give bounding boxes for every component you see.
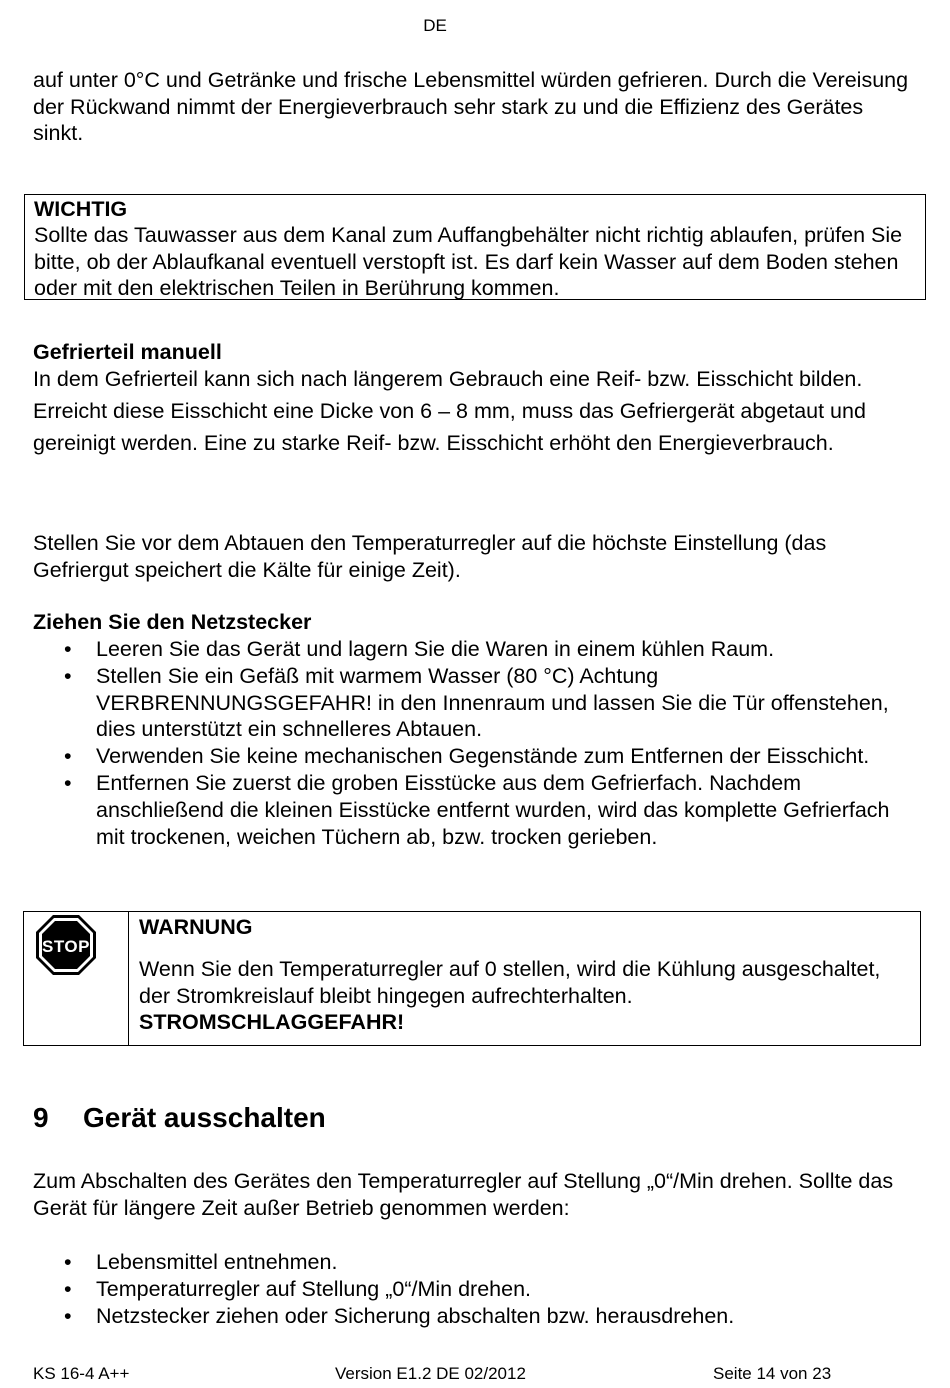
- list-item: • Entfernen Sie zuerst die groben Eisstücke aus dem Gefrierfach. Nachdem anschließend die kleinen Eisstücke entfernt wurden, wird das komplette Gefrierfach mit trockenen, weichen Tüchern ab, bzw. trocken gerieben.: [64, 770, 890, 849]
- section-number: 9: [33, 1102, 49, 1133]
- freezer-manual-heading: Gefrierteil manuell: [33, 340, 222, 364]
- important-title: WICHTIG: [34, 197, 128, 221]
- stop-sign-icon: [35, 914, 97, 976]
- warning-box: [23, 911, 921, 1046]
- stop-text: STOP: [42, 937, 90, 956]
- list-item: • Stellen Sie ein Gefäß mit warmem Wasser (80 °C) Achtung VERBRENNUNGSGEFAHR! in den Innenraum und lassen Sie die Tür offenstehen, dies unterstützt ein schnelleres Abtauen.: [64, 663, 889, 742]
- list-item: • Netzstecker ziehen oder Sicherung abschalten bzw. herausdrehen.: [64, 1303, 735, 1328]
- bullet-icon: •: [64, 744, 72, 769]
- important-box: [24, 194, 926, 300]
- freezer-manual-text: In dem Gefrierteil kann sich nach längerem Gebrauch eine Reif- bzw. Eisschicht bilden. Erreicht diese Eisschicht eine Dicke von 6 – 8 mm, muss das Gefriergerät abgetaut und gereinigt werden. Eine zu starke Reif- bzw. Eisschicht erhöht den Energieverbrauch.: [33, 367, 866, 455]
- defrost-preparation-text: Stellen Sie vor dem Abtauen den Temperaturregler auf die höchste Einstellung (das Gefriergut speichert die Kälte für einige Zeit).: [33, 531, 827, 582]
- section-heading: [33, 1100, 326, 1136]
- footer-page-number: Seite 14 von 23: [713, 1364, 832, 1383]
- bullet-icon: •: [64, 663, 72, 688]
- list-item: • Verwenden Sie keine mechanischen Gegenstände zum Entfernen der Eisschicht.: [64, 744, 870, 769]
- list-item: • Temperaturregler auf Stellung „0“/Min drehen.: [64, 1276, 531, 1301]
- footer-version: Version E1.2 DE 02/2012: [335, 1364, 526, 1383]
- warning-divider: [128, 912, 129, 1045]
- unplug-heading: Ziehen Sie den Netzstecker: [33, 610, 312, 634]
- bullet-icon: •: [64, 1276, 72, 1301]
- important-text: Sollte das Tauwasser aus dem Kanal zum Auffangbehälter nicht richtig ablaufen, prüfen Sie bitte, ob der Ablaufkanal eventuell verstopft ist. Es darf kein Wasser auf dem Boden stehen oder mit den elektrischen Teilen in Berührung kommen.: [34, 223, 903, 300]
- warning-title: WARNUNG: [139, 915, 253, 939]
- section-title: Gerät ausschalten: [83, 1102, 326, 1133]
- list-item: • Leeren Sie das Gerät und lagern Sie die Waren in einem kühlen Raum.: [64, 637, 775, 661]
- intro-paragraph: auf unter 0°C und Getränke und frische Lebensmittel würden gefrieren. Durch die Vereisung der Rückwand nimmt der Energieverbrauch sehr stark zu und die Effizienz des Gerätes sinkt.: [33, 68, 909, 145]
- warning-danger-label: STROMSCHLAGGEFAHR!: [139, 1010, 405, 1034]
- switch-off-steps-list: [33, 1249, 893, 1329]
- footer-model: KS 16-4 A++: [33, 1364, 130, 1383]
- bullet-icon: •: [64, 1303, 72, 1328]
- list-item: • Lebensmittel entnehmen.: [64, 1250, 338, 1274]
- defrost-steps-list: [33, 636, 893, 850]
- bullet-icon: •: [64, 770, 72, 795]
- header-language: DE: [423, 16, 447, 35]
- bullet-icon: •: [64, 637, 72, 661]
- warning-text: Wenn Sie den Temperaturregler auf 0 stellen, wird die Kühlung ausgeschaltet, der Stromkreislauf bleibt hingegen aufrechterhalten. STROMSCHLAGGEFAHR!: [139, 957, 881, 1034]
- switch-off-text: Zum Abschalten des Gerätes den Temperaturregler auf Stellung „0“/Min drehen. Sollte das Gerät für längere Zeit außer Betrieb genommen werden:: [33, 1169, 894, 1220]
- bullet-icon: •: [64, 1250, 72, 1274]
